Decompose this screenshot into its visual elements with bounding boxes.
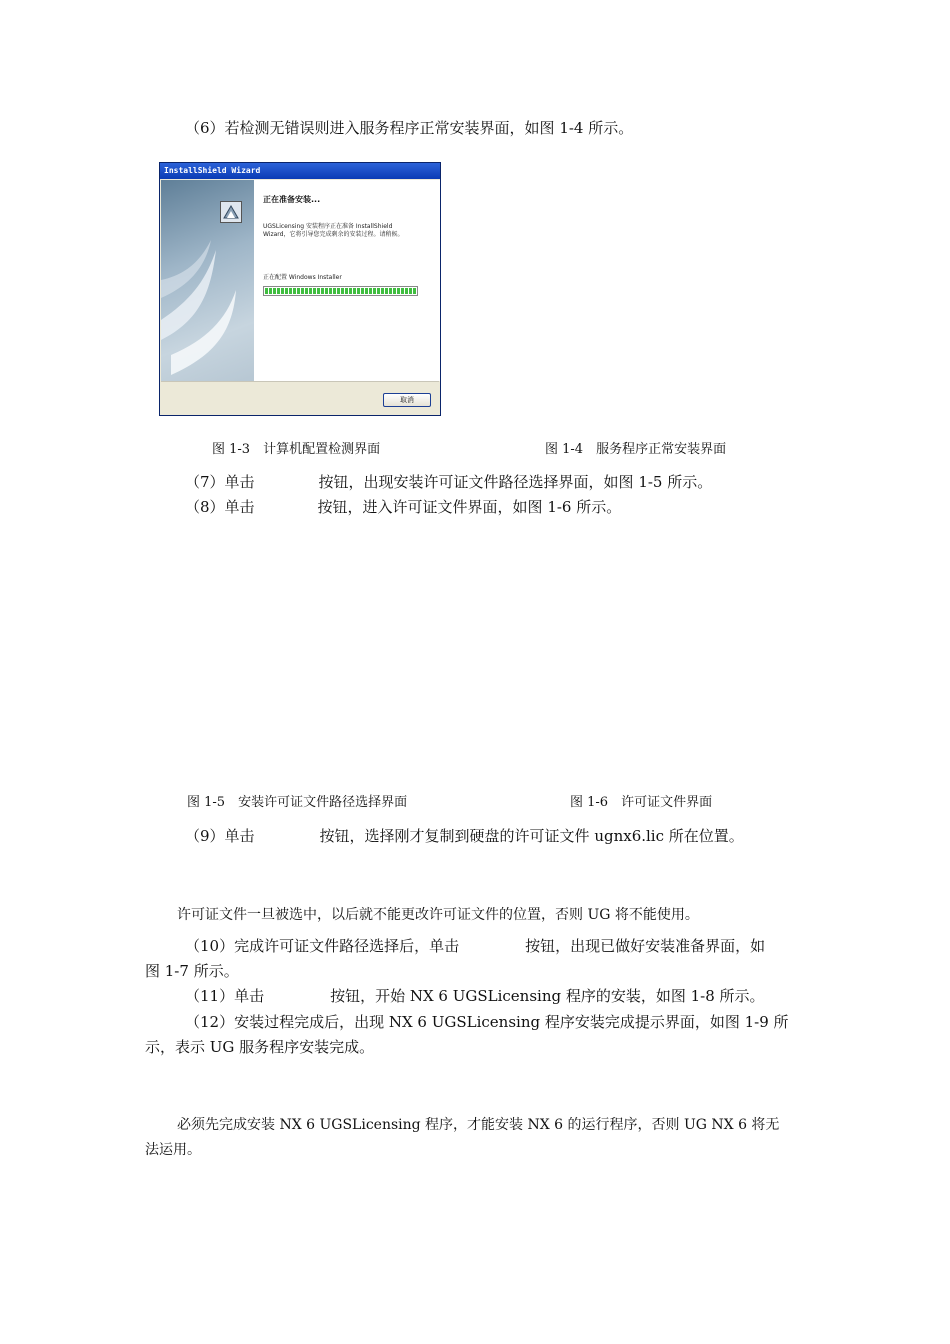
install-order-note: 必须先完成安装 NX 6 UGSLicensing 程序，才能安装 NX 6 的运行程序，否则 UG NX 6 将无 <box>177 1117 780 1133</box>
step-8 <box>185 497 621 517</box>
step-11 <box>185 986 765 1006</box>
step-10 <box>185 936 765 956</box>
step-6: （6）若检测无错误则进入服务程序正常安装界面，如图 1-4 所示。 <box>185 119 634 137</box>
install-progress-bar <box>263 286 418 296</box>
caption-fig-1-3: 图 1-3 计算机配置检测界面 <box>212 442 381 457</box>
step-7-prefix: （7）单击 <box>185 473 255 491</box>
step-8-prefix: （8）单击 <box>185 498 255 516</box>
step-12-continued: 示，表示 UG 服务程序安装完成。 <box>145 1038 375 1056</box>
dialog-status-text: 正在配置 Windows Installer <box>263 274 342 281</box>
installshield-dialog-image <box>159 162 441 416</box>
caption-fig-1-5: 图 1-5 安装许可证文件路径选择界面 <box>187 795 408 810</box>
dialog-footer <box>161 381 439 414</box>
install-order-note-continued: 法运用。 <box>145 1142 201 1158</box>
caption-fig-1-6: 图 1-6 许可证文件界面 <box>570 795 713 810</box>
step-10-text: 按钮，出现已做好安装准备界面，如 <box>525 937 766 955</box>
caption-fig-1-4: 图 1-4 服务程序正常安装界面 <box>545 442 727 457</box>
license-note: 许可证文件一旦被选中，以后就不能更改许可证文件的位置，否则 UG 将不能使用。 <box>177 907 699 923</box>
step-9-text: 按钮，选择刚才复制到硬盘的许可证文件 ugnx6.lic 所在位置。 <box>319 827 744 845</box>
step-12: （12）安装过程完成后，出现 NX 6 UGSLicensing 程序安装完成提示界面，如图 1-9 所 <box>185 1013 789 1031</box>
step-10-continued: 图 1-7 所示。 <box>145 962 239 980</box>
cancel-button[interactable]: 取消 <box>383 393 431 407</box>
step-8-text: 按钮，进入许可证文件界面，如图 1-6 所示。 <box>317 498 622 516</box>
dialog-heading: 正在准备安装... <box>263 195 321 204</box>
progress-fill <box>265 288 416 294</box>
dialog-title: InstallShield Wizard <box>160 163 440 179</box>
dialog-description: UGSLicensing 安装程序正在准备 InstallShield Wizard，它将引导您完成剩余的安装过程。请稍候。 <box>263 223 404 238</box>
step-9 <box>185 826 744 846</box>
step-11-text: 按钮，开始 NX 6 UGSLicensing 程序的安装，如图 1-8 所示。 <box>330 987 765 1005</box>
step-7-text: 按钮，出现安装许可证文件路径选择界面，如图 1-5 所示。 <box>318 473 713 491</box>
step-9-prefix: （9）单击 <box>185 827 255 845</box>
step-10-prefix: （10）完成许可证文件路径选择后，单击 <box>185 937 460 955</box>
installer-icon <box>220 201 242 223</box>
step-11-prefix: （11）单击 <box>185 987 265 1005</box>
step-7 <box>185 472 712 492</box>
